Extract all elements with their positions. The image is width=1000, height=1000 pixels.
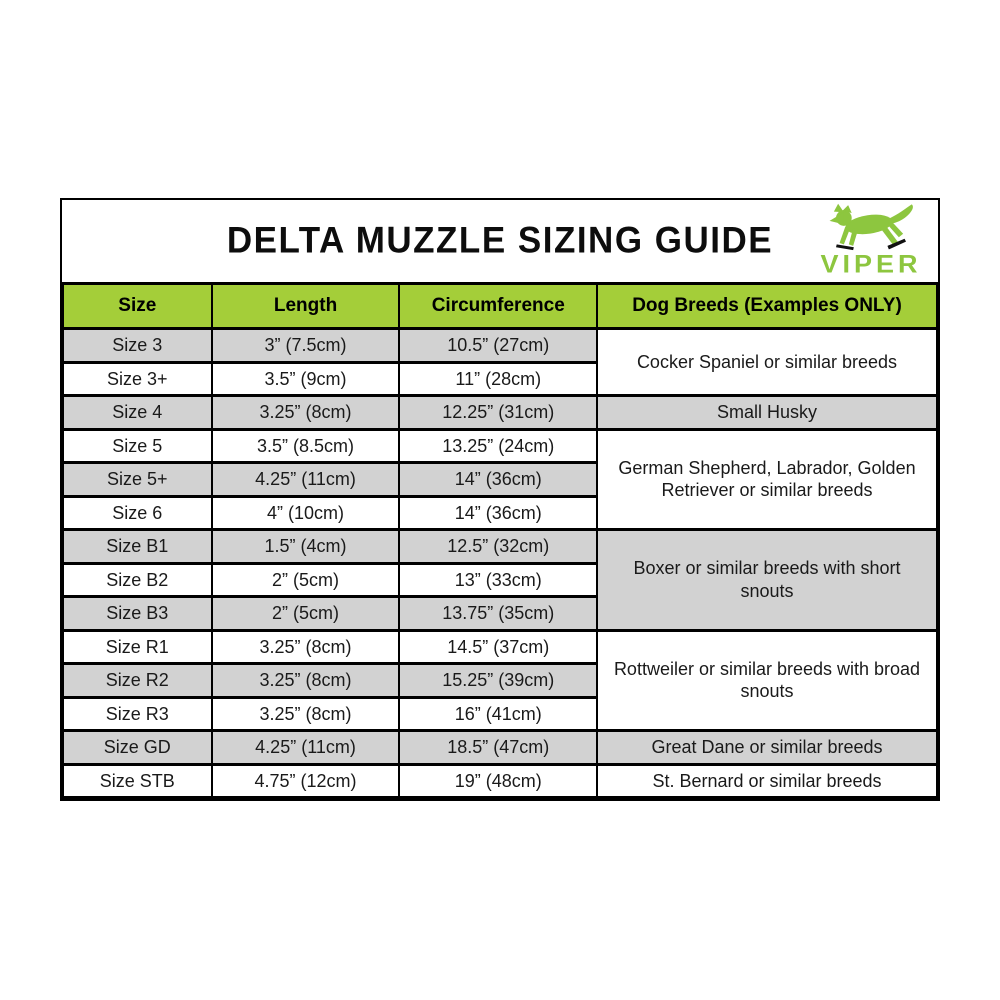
length-cell: 2” (5cm) xyxy=(212,563,400,597)
breed-cell: St. Bernard or similar breeds xyxy=(597,764,937,798)
col-header-circumference: Circumference xyxy=(399,284,597,329)
leaping-dog-icon xyxy=(813,203,929,253)
col-header-breeds: Dog Breeds (Examples ONLY) xyxy=(597,284,937,329)
size-cell: Size R2 xyxy=(63,664,212,698)
circumference-cell: 18.5” (47cm) xyxy=(399,731,597,765)
size-cell: Size 3 xyxy=(63,329,212,363)
breed-cell: Cocker Spaniel or similar breeds xyxy=(597,329,937,396)
breed-cell: German Shepherd, Labrador, Golden Retriever or similar breeds xyxy=(597,429,937,530)
size-cell: Size 5+ xyxy=(63,463,212,497)
table-row xyxy=(63,764,937,798)
size-cell: Size 3+ xyxy=(63,362,212,396)
table-row xyxy=(63,530,937,564)
table-row xyxy=(63,396,937,430)
size-cell: Size B2 xyxy=(63,563,212,597)
circumference-cell: 14” (36cm) xyxy=(399,496,597,530)
circumference-cell: 10.5” (27cm) xyxy=(399,329,597,363)
title-bar xyxy=(62,200,938,282)
size-cell: Size 5 xyxy=(63,429,212,463)
breed-cell: Great Dane or similar breeds xyxy=(597,731,937,765)
length-cell: 3.25” (8cm) xyxy=(212,630,400,664)
circumference-cell: 13.75” (35cm) xyxy=(399,597,597,631)
circumference-cell: 19” (48cm) xyxy=(399,764,597,798)
size-cell: Size 4 xyxy=(63,396,212,430)
table-row xyxy=(63,731,937,765)
circumference-cell: 15.25” (39cm) xyxy=(399,664,597,698)
breed-cell: Rottweiler or similar breeds with broad snouts xyxy=(597,630,937,731)
circumference-cell: 16” (41cm) xyxy=(399,697,597,731)
length-cell: 4.25” (11cm) xyxy=(212,463,400,497)
table-row xyxy=(63,429,937,463)
size-cell: Size R3 xyxy=(63,697,212,731)
circumference-cell: 14.5” (37cm) xyxy=(399,630,597,664)
circumference-cell: 12.5” (32cm) xyxy=(399,530,597,564)
table-row xyxy=(63,329,937,363)
breed-cell: Small Husky xyxy=(597,396,937,430)
length-cell: 1.5” (4cm) xyxy=(212,530,400,564)
length-cell: 4.75” (12cm) xyxy=(212,764,400,798)
size-cell: Size B1 xyxy=(63,530,212,564)
length-cell: 4” (10cm) xyxy=(212,496,400,530)
size-cell: Size GD xyxy=(63,731,212,765)
circumference-cell: 13.25” (24cm) xyxy=(399,429,597,463)
col-header-length: Length xyxy=(212,284,400,329)
table-row xyxy=(63,630,937,664)
size-cell: Size STB xyxy=(63,764,212,798)
sizing-table xyxy=(62,282,938,799)
circumference-cell: 12.25” (31cm) xyxy=(399,396,597,430)
length-cell: 3.25” (8cm) xyxy=(212,664,400,698)
page-title: DELTA MUZZLE SIZING GUIDE xyxy=(226,220,774,261)
sizing-guide-sheet xyxy=(60,198,940,801)
circumference-cell: 14” (36cm) xyxy=(399,463,597,497)
header-row xyxy=(63,284,937,329)
col-header-size: Size xyxy=(63,284,212,329)
brand-name: VIPER xyxy=(820,250,922,278)
circumference-cell: 11” (28cm) xyxy=(399,362,597,396)
length-cell: 3.5” (8.5cm) xyxy=(212,429,400,463)
size-cell: Size B3 xyxy=(63,597,212,631)
size-cell: Size R1 xyxy=(63,630,212,664)
length-cell: 3.25” (8cm) xyxy=(212,396,400,430)
breed-cell: Boxer or similar breeds with short snouts xyxy=(597,530,937,631)
length-cell: 3” (7.5cm) xyxy=(212,329,400,363)
length-cell: 3.25” (8cm) xyxy=(212,697,400,731)
circumference-cell: 13” (33cm) xyxy=(399,563,597,597)
length-cell: 4.25” (11cm) xyxy=(212,731,400,765)
length-cell: 3.5” (9cm) xyxy=(212,362,400,396)
viper-logo xyxy=(810,203,932,279)
length-cell: 2” (5cm) xyxy=(212,597,400,631)
size-cell: Size 6 xyxy=(63,496,212,530)
